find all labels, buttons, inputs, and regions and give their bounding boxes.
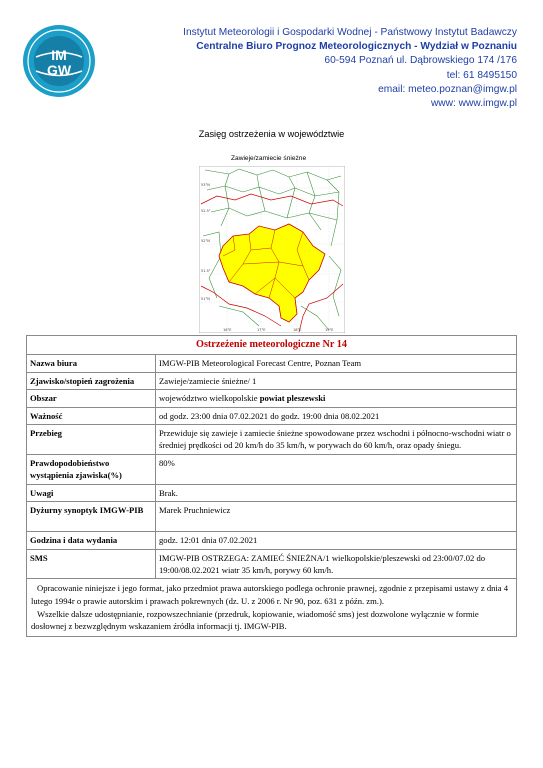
value-przebieg: Przewiduje się zawieje i zamiecie śnieżne spowodowane przez wschodni i północno-wschodni wiatr o średniej prędkości od 20 km/h do 35 km/h, w porywach do 60 km/h, oraz opady śniegu. [156,425,517,455]
svg-text:19°E: 19°E [325,328,334,332]
map-title: Zasięg ostrzeżenia w województwie [198,129,345,139]
row-footer [27,579,517,636]
value-obszar [156,390,517,407]
svg-text:17°E: 17°E [257,328,266,332]
row-biuro [27,355,517,372]
value-obszar-region: województwo wielkopolskie [159,393,260,404]
svg-text:16°E: 16°E [223,328,232,332]
row-uwagi [27,484,517,501]
svg-text:GW: GW [46,62,72,78]
row-synoptyk [27,502,517,532]
label-uwagi: Uwagi [27,484,156,501]
value-zjawisko: Zawieje/zamiecie śnieżne/ 1 [156,372,517,389]
row-prawdopodobienstwo [27,454,517,484]
value-biuro: IMGW-PIB Meteorological Forecast Centre, Poznan Team [156,355,517,372]
office-name: Centralne Biuro Prognoz Meteorologicznych - Wydział w Poznaniu [196,41,517,53]
svg-text:51°N: 51°N [201,297,210,301]
row-zjawisko [27,372,517,389]
office-phone: tel: 61 8495150 [446,69,517,81]
value-waznosc: od godz. 23:00 dnia 07.02.2021 do godz. 19:00 dnia 08.02.2021 [156,407,517,424]
row-waznosc [27,407,517,424]
label-synoptyk: Dyżurny synoptyk IMGW-PIB [27,502,156,532]
institute-header [183,26,517,111]
row-obszar [27,390,517,407]
svg-text:52.5°: 52.5° [201,209,211,213]
value-uwagi: Brak. [156,484,517,501]
row-sms [27,549,517,579]
office-website[interactable]: www: www.imgw.pl [430,98,517,110]
label-prawdopodobienstwo: Prawdopodobieństwo wystąpienia zjawiska(%) [27,454,156,484]
institute-name: Instytut Meteorologii i Gospodarki Wodnej - Państwowy Instytut Badawczy [183,27,517,38]
warning-area-map [199,166,345,333]
value-sms: IMGW-PIB OSTRZEGA: ZAMIEĆ ŚNIEŻNA/1 wielkopolskie/pleszewski od 23:00/07.02 do 19:00/08.02.2021 wiatr 35 km/h, porywy 60 km/h. [156,549,517,579]
row-przebieg [27,425,517,455]
office-email[interactable]: email: meteo.poznan@imgw.pl [378,83,517,95]
label-obszar: Obszar [27,390,156,407]
svg-text:53°N: 53°N [201,183,210,187]
svg-text:IM: IM [51,47,67,63]
svg-text:18°E: 18°E [293,328,302,332]
map-phenomenon-label: Zawieje/zamiecie śnieżne [231,155,307,162]
value-godzina: godz. 12:01 dnia 07.02.2021 [156,532,517,549]
label-sms: SMS [27,549,156,579]
label-biuro: Nazwa biura [27,355,156,372]
office-address: 60-594 Poznań ul. Dąbrowskiego 174 /176 [324,55,517,67]
label-waznosc: Ważność [27,407,156,424]
warning-title: Ostrzeżenie meteorologiczne Nr 14 [27,336,517,355]
label-zjawisko: Zjawisko/stopień zagrożenia [27,372,156,389]
warning-table [26,335,517,637]
value-synoptyk: Marek Pruchniewicz [156,502,517,532]
copyright-paragraph-2: Wszelkie dalsze udostępnianie, rozpowszechnianie (przedruk, kopiowanie, wiadomość sms) jest dozwolone wyłącznie w formie dosłownej z bezwzględnym wskazaniem źródła informacji tj. IMGW-PIB. [31,608,479,632]
label-godzina: Godzina i data wydania [27,532,156,549]
value-prawdopodobienstwo: 80% [156,454,517,484]
copyright-paragraph-1: Opracowanie niniejsze i jego format, jako przedmiot prawa autorskiego podlega ochronie prawnej, zgodnie z przepisami ustawy z dnia 4 lutego 1994r o prawie autorskim i prawach pokrewnych (dz. U. z 2006 r. Nr 90, poz. 631 z późn. zm.). [31,583,509,607]
svg-text:51.5°: 51.5° [201,269,211,273]
copyright-notice [27,579,517,636]
imgw-logo [22,24,96,98]
row-godzina [27,532,517,549]
svg-text:52°N: 52°N [201,239,210,243]
value-obszar-district: powiat pleszewski [259,393,326,404]
label-przebieg: Przebieg [27,425,156,455]
